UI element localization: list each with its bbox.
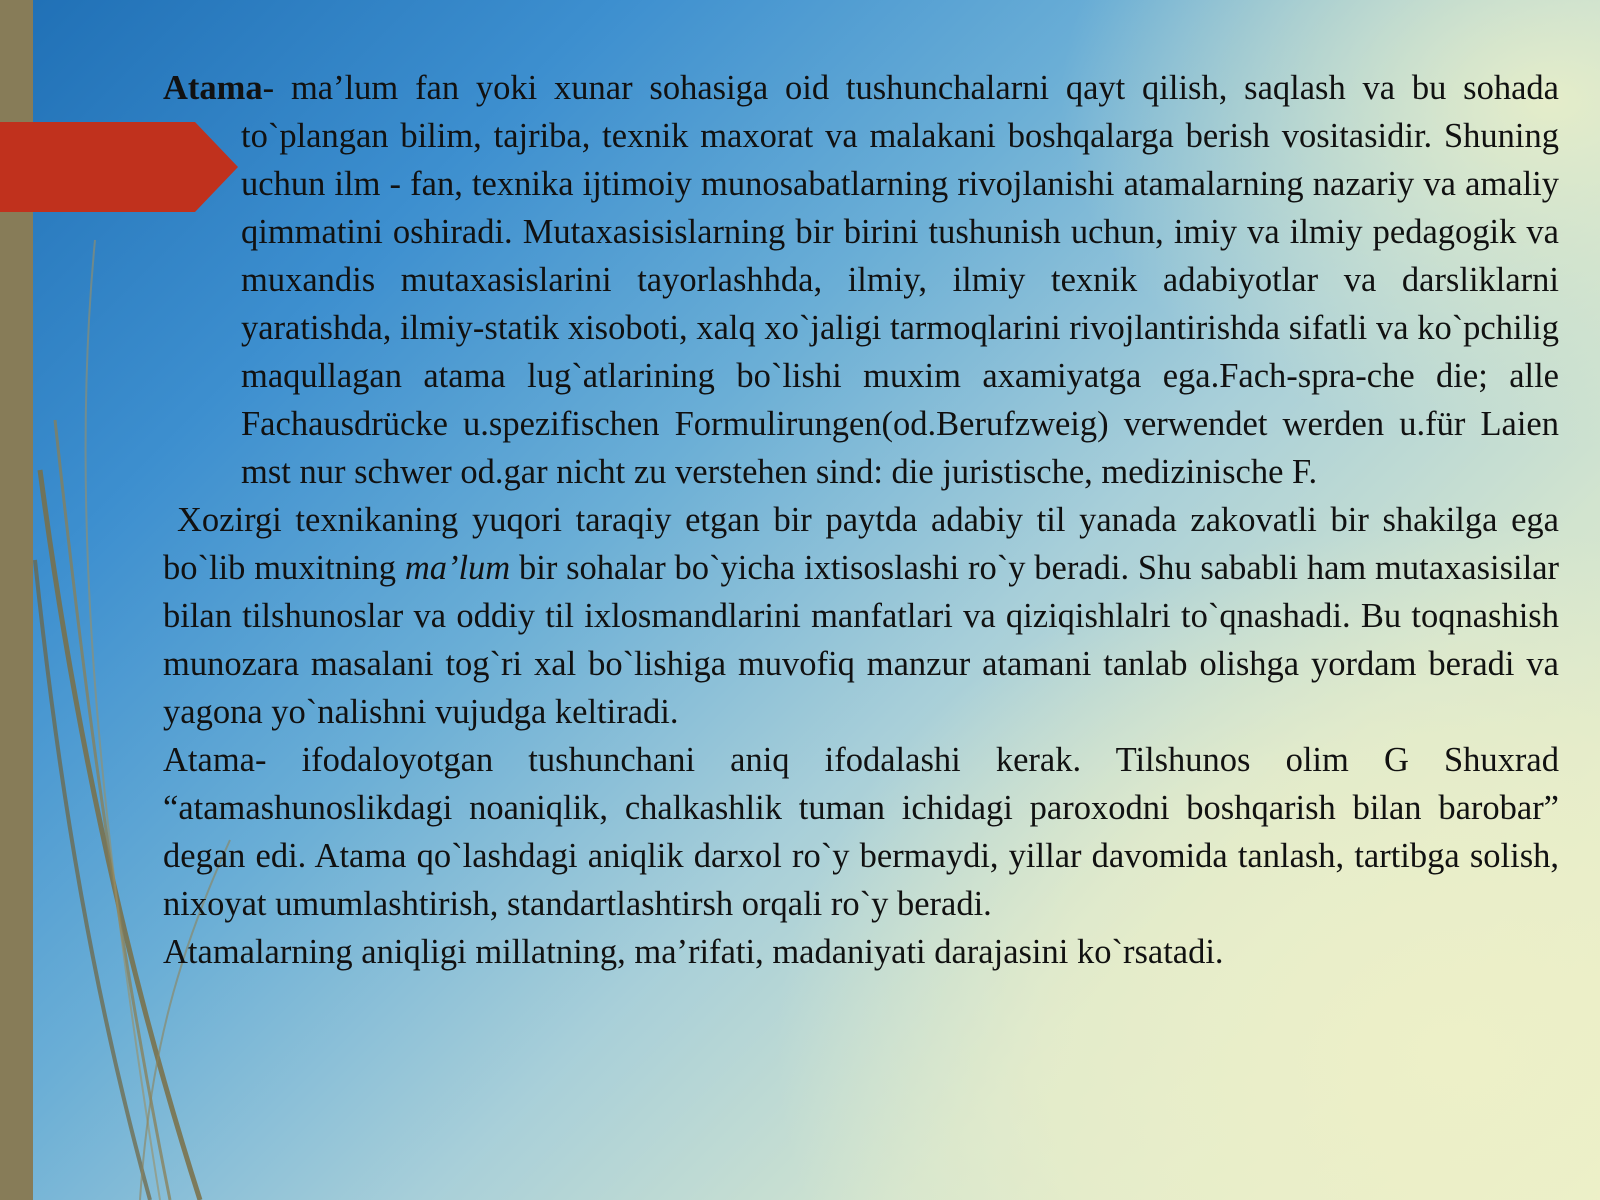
paragraph-conclusion: Atamalarning aniqligi millatning, ma’rifati, madaniyati darajasini ko`rsatadi. (163, 933, 1224, 971)
term-atama: Atama (163, 69, 263, 107)
paragraph-technical-development (163, 496, 1559, 736)
term-dash: - (262, 69, 291, 107)
para2-after: bir sohalar bo`yicha ixtisoslashi ro`y beradi. Shu sababli ham mutaxasisilar bilan tilshunoslar va oddiy til ixlosmandlarini manfatlari va qiziqishlalri to`qnashadi. Bu toqnashish munozara masalani tog`ri xal bo`lishiga muvofiq manzur atamani tanlab olishga yordam beradi va yagona yo`nalishni vujudga keltiradi. (163, 549, 1559, 731)
slide-text-body (163, 64, 1559, 976)
definition-text: ma’lum fan yoki xunar sohasiga oid tushunchalarni qayt qilish, saqlash va bu sohada to`plangan bilim, tajriba, texnik maxorat va malakani boshqalarga berish vositasidir. Shuning uchun ilm - fan, texnika ijtimoiy munosabatlarning rivojlanishi atamalarning nazariy va amaliy qimmatini oshiradi. Mutaxasisislarning bir birini tushunish uchun, imiy va ilmiy pedagogik va muxandis mutaxasislarini tayorlashhda, ilmiy, ilmiy texnik adabiyotlar va darsliklarni yaratishda, ilmiy-statik xisoboti, xalq xo`jaligi tarmoqlarini rivojlantirishda sifatli va ko`pchilig maqullagan atama lug`atlarining bo`lishi muxim axamiyatga ega.Fach-spra-che die; alle Fachausdrücke u.spezifischen Formulirungen(od.Berufzweig) verwendet werden u.für Laien mst nur schwer od.gar nicht zu verstehen sind: die juristische, medizinische F. (241, 69, 1559, 491)
paragraph-precision: Atama- ifodaloyotgan tushunchani aniq ifodalashi kerak. Tilshunos olim G Shuxrad “atamashunoslikdagi noaniqlik, chalkashlik tuman ichidagi paroxodni boshqarish bilan barobar” degan edi. Atama qo`lashdagi aniqlik darxol ro`y bermaydi, yillar davomida tanlash, tartibga solish, nixoyat umumlashtirish, standartlashtirsh orqali ro`y beradi. (163, 741, 1559, 923)
paragraph-definition (163, 64, 1559, 496)
para2-italic-word: ma’lum (404, 549, 511, 587)
para2-before: Xozirgi texnikaning yuqori taraqiy etgan bir paytda adabiy til yanada zakovatli bir shakilga ega bo`lib muxitning (163, 501, 1559, 587)
